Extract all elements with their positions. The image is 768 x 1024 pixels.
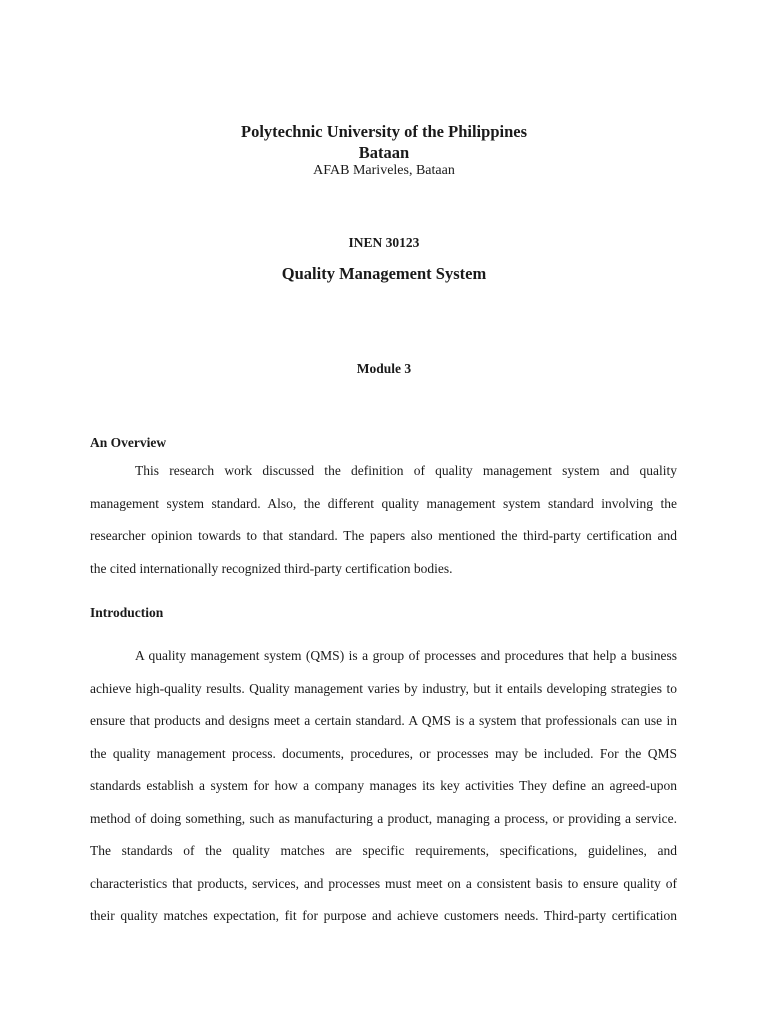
overview-paragraph bbox=[90, 462, 677, 592]
campus-name: Bataan bbox=[358, 143, 410, 162]
course-code: INEN 30123 bbox=[348, 235, 420, 250]
paragraph-line: their quality matches expectation, fit for purpose and achieve customers needs. Third-party certification bbox=[90, 908, 677, 923]
paragraph-line: standards establish a system for how a company manages its key activities They define an agreed-upon bbox=[90, 778, 677, 793]
introduction-paragraph bbox=[90, 647, 677, 940]
paragraph-line: the quality management process. documents, procedures, or processes may be included. For the QMS bbox=[90, 745, 677, 761]
paragraph-line: characteristics that products, services, and processes must meet on a consistent basis to ensure quality of bbox=[90, 875, 677, 891]
paragraph-line: A quality management system (QMS) is a group of processes and procedures that help a business bbox=[135, 648, 677, 663]
paragraph-line: This research work discussed the definition of quality management system and quality bbox=[135, 463, 677, 478]
paragraph-line: method of doing something, such as manufacturing a product, managing a process, or providing a service. bbox=[90, 810, 677, 826]
campus-address: AFAB Mariveles, Bataan bbox=[313, 163, 455, 178]
paragraph-line: achieve high-quality results. Quality management varies by industry, but it entails developing strategies to bbox=[90, 680, 677, 696]
university-name: Polytechnic University of the Philippines bbox=[241, 122, 527, 141]
introduction-heading: Introduction bbox=[90, 605, 164, 620]
paragraph-line: researcher opinion towards to that standard. The papers also mentioned the third-party certification and bbox=[90, 528, 677, 543]
module-label: Module 3 bbox=[356, 361, 412, 376]
paragraph-line: management system standard. Also, the different quality management system standard involving the bbox=[90, 495, 677, 511]
paragraph-line: ensure that products and designs meet a certain standard. A QMS is a system that professionals can use in bbox=[90, 713, 677, 728]
paragraph-line: the cited internationally recognized third-party certification bodies. bbox=[90, 560, 453, 576]
course-title: Quality Management System bbox=[281, 264, 487, 283]
paragraph-line: The standards of the quality matches are specific requirements, specifications, guidelines, and bbox=[90, 843, 677, 858]
overview-heading: An Overview bbox=[90, 435, 167, 450]
